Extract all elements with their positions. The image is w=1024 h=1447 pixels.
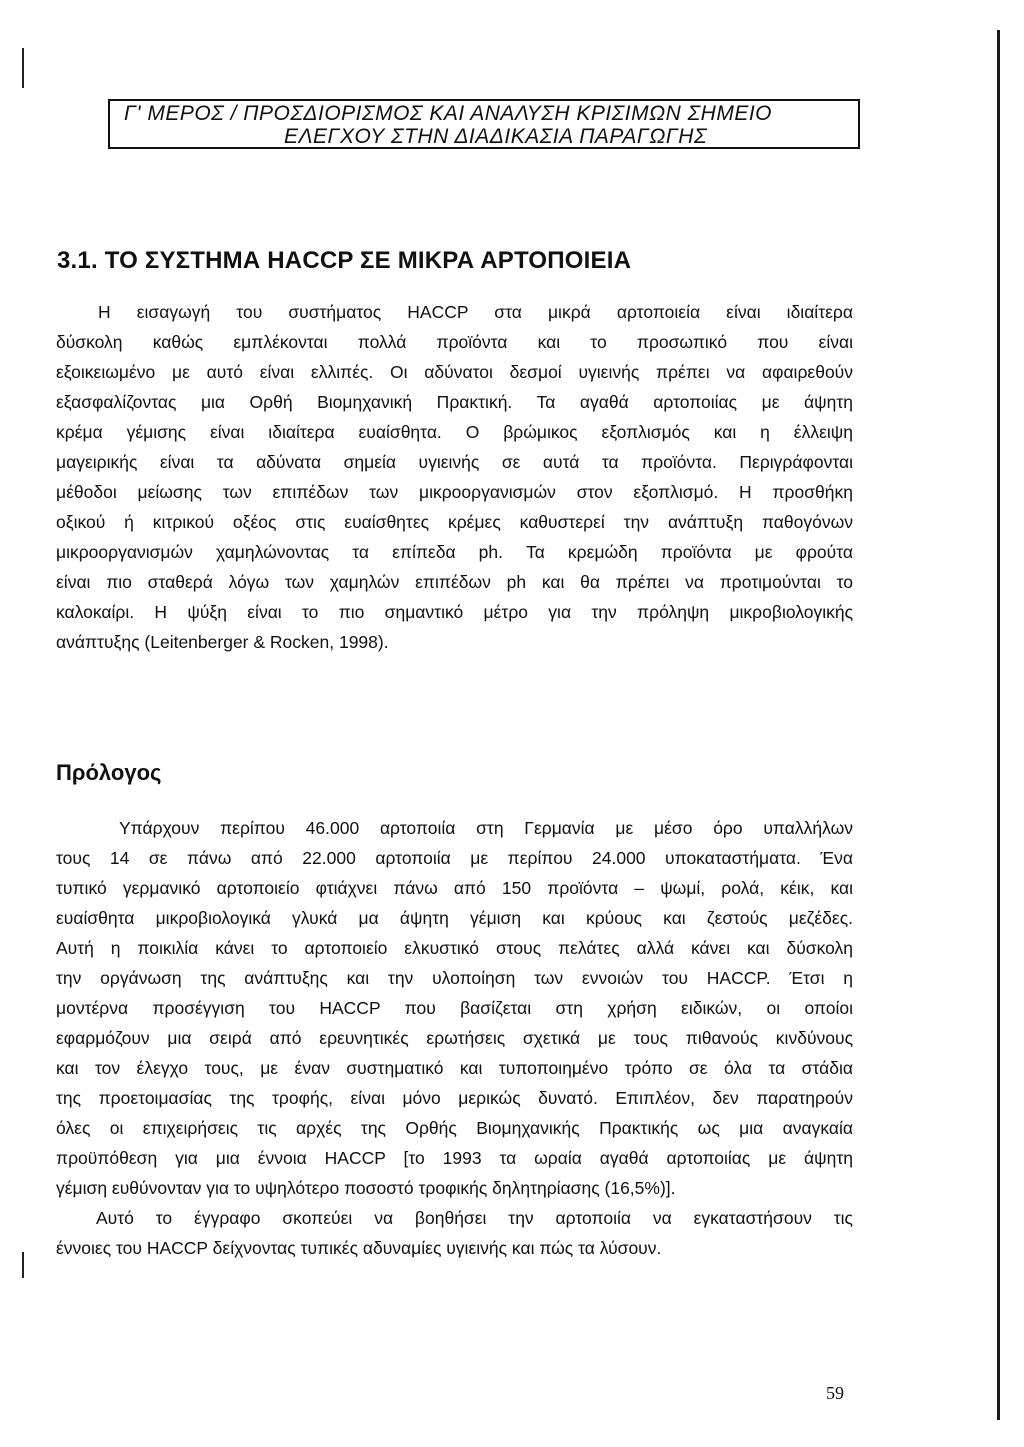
text-line: μικροοργανισμών χαμηλώνοντας τα επίπεδα ph. Τα κρεμώδη προϊόντα με φρούτα [56, 542, 853, 562]
section-paragraph [56, 302, 853, 662]
text-line: εξοικειωμένο με αυτό είναι ελλιπές. Οι αδύνατοι δεσμοί υγιεινής πρέπει να αφαιρεθούν [56, 362, 853, 382]
text-line: κρέμα γέμισης είναι ιδιαίτερα ευαίσθητα. Ο βρώμικος εξοπλισμός και η έλλειψη [56, 422, 853, 442]
text-line: οξικού ή κιτρικού οξέος στις ευαίσθητες κρέμες καθυστερεί την ανάπτυξη παθογόνων [56, 512, 853, 532]
prologue-heading: Πρόλογος [56, 760, 162, 785]
text-line: καλοκαίρι. Η ψύξη είναι το πιο σημαντικό μέτρο για την πρόληψη μικροβιολογικής [56, 602, 853, 622]
text-line: μέθοδοι μείωσης των επιπέδων των μικροοργανισμών στον εξοπλισμό. Η προσθήκη [56, 482, 853, 502]
text-line: δύσκολη καθώς εμπλέκονται πολλά προϊόντα και το προσωπικό που είναι [56, 332, 853, 352]
text-line: ευαίσθητα μικροβιολογικά γλυκά μα άψητη γέμιση και κρύους και ζεστούς μεζέδες. [56, 908, 853, 928]
part-header-box [108, 99, 860, 149]
text-line: και τον έλεγχο τους, με έναν συστηματικό και τυποποιημένο τρόπο σε όλα τα στάδια [56, 1058, 853, 1078]
text-line: Η εισαγωγή του συστήματος HACCP στα μικρά αρτοποιεία είναι ιδιαίτερα [98, 302, 853, 322]
text-line: τους 14 σε πάνω από 22.000 αρτοποιία με περίπου 24.000 υποκαταστήματα. Ένα [56, 848, 853, 868]
text-line: ανάπτυξης (Leitenberger & Rocken, 1998). [56, 632, 389, 652]
text-line: Αυτή η ποικιλία κάνει το αρτοποιείο ελκυστικό στους πελάτες αλλά κάνει και δύσκολη [56, 938, 853, 958]
scan-margin-mark [22, 48, 24, 88]
part-header-line-2: ΕΛΕΓΧΟΥ ΣΤΗΝ ΔΙΑΔΙΚΑΣΙΑ ΠΑΡΑΓΩΓΗΣ [284, 125, 708, 148]
text-line: Αυτό το έγγραφο σκοπεύει να βοηθήσει την αρτοποιία να εγκαταστήσουν τις [96, 1208, 853, 1228]
text-line: μαγειρικής είναι τα αδύνατα σημεία υγιεινής σε αυτά τα προϊόντα. Περιγράφονται [56, 452, 853, 472]
scan-margin-mark [22, 1252, 24, 1278]
text-line: προϋπόθεση για μια έννοια HACCP [το 1993 τα ωραία αγαθά αρτοποιίας με άψητη [56, 1148, 853, 1168]
text-line: μοντέρνα προσέγγιση του HACCP που βασίζεται στη χρήση ειδικών, οι οποίοι [56, 998, 853, 1018]
text-line: έννοιες του HACCP δείχνοντας τυπικές αδυναμίες υγιεινής και πώς τα λύσουν. [56, 1238, 662, 1258]
text-line: Υπάρχουν περίπου 46.000 αρτοποιία στη Γερμανία με μέσο όρο υπαλλήλων [119, 818, 853, 838]
text-line: τυπικό γερμανικό αρτοποιείο φτιάχνει πάνω από 150 προϊόντα – ψωμί, ρολά, κέικ, και [56, 878, 853, 898]
text-line: εξασφαλίζοντας μια Ορθή Βιομηχανική Πρακτική. Τα αγαθά αρτοποιίας με άψητη [56, 392, 853, 412]
text-line: την οργάνωση της ανάπτυξης και την υλοποίηση των εννοιών του HACCP. Έτσι η [56, 968, 853, 988]
text-line: γέμιση ευθύνονταν για το υψηλότερο ποσοστό τροφικής δηλητηρίασης (16,5%)]. [56, 1178, 676, 1198]
text-line: όλες οι επιχειρήσεις τις αρχές της Ορθής Βιομηχανικής Πρακτικής ως μια αναγκαία [56, 1118, 853, 1138]
part-header-line-1: Γ' ΜΕΡΟΣ / ΠΡΟΣΔΙΟΡΙΣΜΟΣ ΚΑΙ ΑΝΑΛΥΣΗ ΚΡΙΣΙΜΩΝ ΣΗΜΕΙΟ [124, 102, 773, 125]
text-line: της προετοιμασίας της τροφής, είναι μόνο μερικώς δυνατό. Επιπλέον, δεν παρατηρούν [56, 1088, 853, 1108]
page-number: 59 [826, 1383, 844, 1403]
text-line: είναι πιο σταθερά λόγω των χαμηλών επιπέδων ph και θα πρέπει να προτιμούνται το [56, 572, 853, 592]
scan-edge-line [997, 30, 1000, 1420]
section-heading: 3.1. ΤΟ ΣΥΣΤΗΜΑ HACCP ΣΕ ΜΙΚΡΑ ΑΡΤΟΠΟΙΕΙΑ [57, 247, 632, 274]
text-line: εφαρμόζουν μια σειρά από ερευνητικές ερωτήσεις σχετικά με τους πιθανούς κινδύνους [56, 1028, 853, 1048]
prologue-paragraph-1 [56, 818, 853, 1268]
